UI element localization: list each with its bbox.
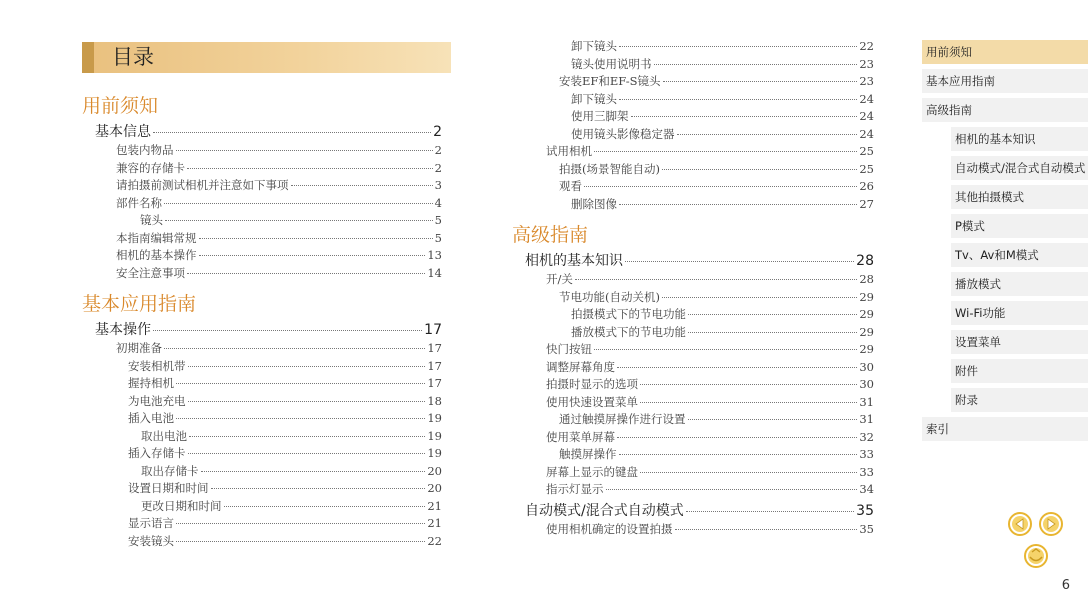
sidebar-item-setup-menu[interactable]: 设置菜单	[951, 330, 1088, 354]
toc-entry[interactable]: 安全注意事项 14	[116, 265, 442, 280]
toc-entry-auto-mode[interactable]: 自动模式/混合式自动模式 35	[525, 502, 874, 519]
toc-entry[interactable]: 设置日期和时间 20	[128, 481, 442, 495]
sidebar-item-wifi[interactable]: Wi-Fi功能	[951, 301, 1088, 325]
sidebar-item-index[interactable]: 索引	[922, 417, 1088, 441]
toc-entry[interactable]: 取出存储卡 20	[141, 463, 442, 478]
page-number: 6	[1061, 578, 1070, 593]
page-title: 目录	[112, 45, 154, 69]
toc-entry[interactable]: 使用镜头影像稳定器 24	[571, 126, 874, 141]
toc-entry[interactable]: 使用三脚架 24	[571, 109, 874, 123]
toc-entry[interactable]: 快门按钮 29	[546, 342, 874, 356]
toc-entry[interactable]: 为电池充电 18	[128, 393, 442, 408]
sidebar-item-advanced-guide[interactable]: 高级指南	[922, 98, 1088, 122]
sidebar-item-accessories[interactable]: 附件	[951, 359, 1088, 383]
toc-entry[interactable]: 插入存储卡 19	[128, 446, 442, 460]
toc-entry[interactable]: 安装镜头 22	[128, 533, 442, 548]
toc-entry[interactable]: 插入电池 19	[128, 411, 442, 425]
toc-entry[interactable]: 使用菜单屏幕 32	[546, 429, 874, 444]
toc-entry[interactable]: 节电功能(自动关机) 29	[559, 289, 874, 304]
toc-entry[interactable]: 拍摄模式下的节电功能 29	[571, 307, 874, 321]
toc-entry[interactable]: 包装内物品 2	[116, 143, 442, 157]
toc-entry[interactable]: 镜头 5	[140, 213, 442, 227]
sidebar-item-before-use[interactable]: 用前须知	[922, 40, 1088, 64]
section-title-before-use[interactable]: 用前须知	[82, 95, 159, 117]
toc-column-left	[82, 94, 442, 550]
toc-entry[interactable]: 安装相机带 17	[128, 358, 442, 373]
toc-entry[interactable]: 拍摄时显示的选项 30	[546, 377, 874, 391]
toc-entry[interactable]: 试用相机 25	[546, 144, 874, 158]
toc-entry[interactable]: 本指南编辑常规 5	[116, 230, 442, 245]
toc-entry[interactable]: 调整屏幕角度 30	[546, 359, 874, 374]
toc-entry-camera-basics[interactable]: 相机的基本知识 28	[525, 253, 874, 269]
section-title-advanced-guide[interactable]: 高级指南	[512, 224, 589, 246]
toc-entry[interactable]: 使用快速设置菜单 31	[546, 394, 874, 409]
toc-entry[interactable]: 更改日期和时间 21	[141, 498, 442, 513]
toc-entry[interactable]: 显示语言 21	[128, 516, 442, 530]
sidebar-item-appendix[interactable]: 附录	[951, 388, 1088, 412]
home-icon[interactable]	[1025, 545, 1047, 567]
page-navigation	[1008, 512, 1068, 572]
toc-entry-basic-operations[interactable]: 基本操作 17	[95, 322, 442, 338]
sidebar-item-auto-mode[interactable]: 自动模式/混合式自动模式	[951, 156, 1088, 180]
toc-entry[interactable]: 播放模式下的节电功能 29	[571, 324, 874, 339]
toc-entry[interactable]: 通过触摸屏操作进行设置 31	[559, 412, 874, 426]
toc-entry[interactable]: 拍摄(场景智能自动) 25	[559, 161, 874, 176]
toc-entry[interactable]: 相机的基本操作 13	[116, 248, 442, 262]
toc-entry[interactable]: 部件名称 4	[116, 195, 442, 210]
sidebar-nav	[922, 40, 1088, 446]
sidebar-item-tv-av-m[interactable]: Tv、Av和M模式	[951, 243, 1088, 267]
sidebar-item-other-modes[interactable]: 其他拍摄模式	[951, 185, 1088, 209]
toc-entry[interactable]: 兼容的存储卡 2	[116, 160, 442, 175]
toc-entry[interactable]: 卸下镜头 24	[571, 91, 874, 106]
toc-entry[interactable]: 卸下镜头 22	[571, 39, 874, 53]
sidebar-item-basic-guide[interactable]: 基本应用指南	[922, 69, 1088, 93]
sidebar-item-camera-basics[interactable]: 相机的基本知识	[951, 127, 1088, 151]
sidebar-item-p-mode[interactable]: P模式	[951, 214, 1088, 238]
toc-entry[interactable]: 安装EF和EF-S镜头 23	[559, 74, 874, 88]
section-title-basic-guide[interactable]: 基本应用指南	[82, 293, 197, 315]
toc-column-right	[512, 38, 874, 538]
toc-entry[interactable]: 握持相机 17	[128, 376, 442, 390]
arrow-right-circle-icon[interactable]	[1040, 513, 1062, 535]
toc-entry[interactable]: 指示灯显示 34	[546, 482, 874, 496]
toc-entry[interactable]: 删除图像 27	[571, 196, 874, 211]
arrow-left-circle-icon[interactable]	[1009, 513, 1031, 535]
toc-entry[interactable]: 触摸屏操作 33	[559, 447, 874, 461]
toc-entry[interactable]: 初期准备 17	[116, 341, 442, 355]
sidebar-item-playback[interactable]: 播放模式	[951, 272, 1088, 296]
toc-entry[interactable]: 观看 26	[559, 179, 874, 193]
toc-entry[interactable]: 取出电池 19	[141, 428, 442, 443]
toc-entry[interactable]: 使用相机确定的设置拍摄 35	[546, 521, 874, 536]
toc-entry[interactable]: 镜头使用说明书 23	[571, 56, 874, 71]
title-bar	[82, 42, 451, 73]
toc-entry-basic-info[interactable]: 基本信息 2	[95, 124, 442, 140]
toc-entry[interactable]: 屏幕上显示的键盘 33	[546, 464, 874, 479]
title-accent-strip	[82, 42, 94, 73]
toc-entry[interactable]: 请拍摄前测试相机并注意如下事项 3	[116, 178, 442, 192]
toc-entry[interactable]: 开/关 28	[546, 272, 874, 286]
